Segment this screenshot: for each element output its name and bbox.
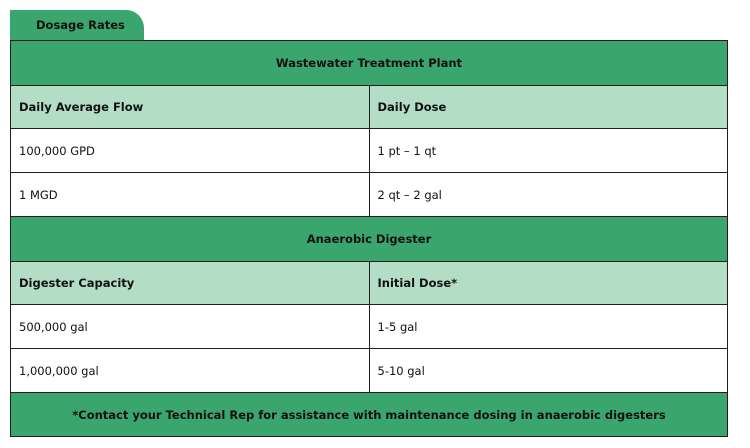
table-cell: 1 pt – 1 qt	[369, 129, 728, 173]
header-row-wastewater	[11, 86, 728, 129]
table-cell: 1 MGD	[11, 173, 370, 217]
column-header-initial-dose: Initial Dose*	[369, 262, 728, 305]
table-row	[11, 305, 728, 349]
column-header-daily-average-flow: Daily Average Flow	[11, 86, 370, 129]
table-cell: 100,000 GPD	[11, 129, 370, 173]
table-cell: 1,000,000 gal	[11, 349, 370, 393]
section-title-anaerobic: Anaerobic Digester	[11, 217, 728, 262]
table-cell: 2 qt – 2 gal	[369, 173, 728, 217]
section-title-wastewater: Wastewater Treatment Plant	[11, 41, 728, 86]
table-row	[11, 173, 728, 217]
table-row	[11, 129, 728, 173]
column-header-daily-dose: Daily Dose	[369, 86, 728, 129]
table-cell: 5-10 gal	[369, 349, 728, 393]
table-cell: 1-5 gal	[369, 305, 728, 349]
dosage-rates-tab[interactable]: Dosage Rates	[10, 10, 144, 40]
table-cell: 500,000 gal	[11, 305, 370, 349]
section-row-anaerobic	[11, 217, 728, 262]
footnote-row	[11, 393, 728, 437]
column-header-digester-capacity: Digester Capacity	[11, 262, 370, 305]
footnote-text: *Contact your Technical Rep for assistance with maintenance dosing in anaerobic digesters	[11, 393, 728, 437]
dosage-rates-table	[10, 40, 728, 437]
table-row	[11, 349, 728, 393]
header-row-anaerobic	[11, 262, 728, 305]
section-row-wastewater	[11, 41, 728, 86]
